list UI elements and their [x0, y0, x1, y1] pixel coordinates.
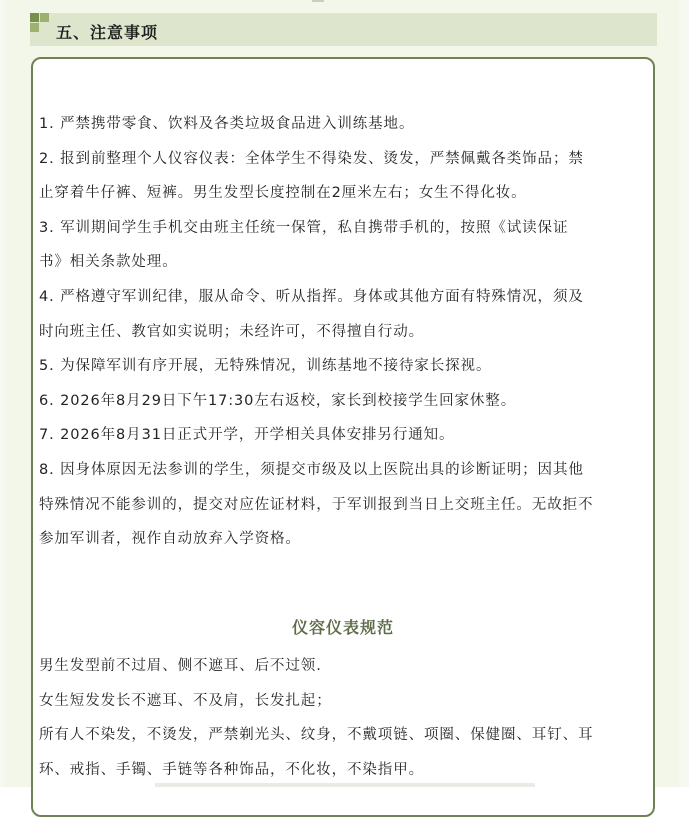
rule-line: 1. 严禁携带零食、饮料及各类垃圾食品进入训练基地。 — [39, 116, 415, 132]
rule-line: 5. 为保障军训有序开展，无特殊情况，训练基地不接待家长探视。 — [39, 358, 492, 375]
squares-icon — [30, 13, 52, 35]
appearance-line: 女生短发发长不遮耳、不及肩，长发扎起； — [39, 692, 332, 709]
appearance-line: 所有人不染发，不烫发，严禁剃光头、纹身，不戴项链、项圈、保健圈、耳钉、耳 — [39, 727, 594, 744]
rule-line: 7. 2026年8月31日正式开学，开学相关具体安排另行通知。 — [39, 427, 455, 444]
rule-line: 6. 2026年8月29日下午17:30左右返校，家长到校接学生回家休整。 — [39, 392, 517, 409]
appearance-line: 男生发型前不过眉、侧不遮耳、后不过领. — [39, 658, 322, 674]
appearance-list — [39, 649, 649, 787]
rule-line: 3. 军训期间学生手机交由班主任统一保管，私自携带手机的，按照《试读保证 — [39, 219, 569, 236]
rule-line: 2. 报到前整理个人仪容仪表：全体学生不得染发、烫发，严禁佩戴各类饰品；禁 — [39, 150, 584, 167]
section-title: 五、注意事项 — [56, 23, 159, 42]
rule-line: 特殊情况不能参训的，提交对应佐证材料，于军训报到当日上交班主任。无故拒不 — [39, 496, 594, 513]
notice-box — [31, 57, 655, 817]
rule-line: 参加军训者，视作自动放弃入学资格。 — [39, 531, 301, 548]
rule-line: 时向班主任、教官如实说明；未经许可，不得擅自行动。 — [39, 323, 424, 340]
rule-line: 4. 严格遵守军训纪律，服从命令、听从指挥。身体或其他方面有特殊情况，须及 — [39, 288, 584, 305]
rule-line: 8. 因身体原因无法参训的学生，须提交市级及以上医院出具的诊断证明；因其他 — [39, 461, 584, 478]
rule-line: 书》相关条款处理。 — [39, 254, 178, 271]
top-decoration — [312, 0, 324, 2]
rule-line: 止穿着牛仔裤、短裤。男生发型长度控制在2厘米左右；女生不得化妆。 — [39, 185, 527, 202]
rules-list — [39, 107, 649, 557]
section-header — [30, 13, 657, 46]
appearance-line: 环、戒指、手镯、手链等各种饰品，不化妆，不染指甲。 — [39, 761, 424, 778]
bottom-divider — [155, 783, 535, 787]
appearance-subtitle: 仪容仪表规范 — [291, 618, 394, 637]
